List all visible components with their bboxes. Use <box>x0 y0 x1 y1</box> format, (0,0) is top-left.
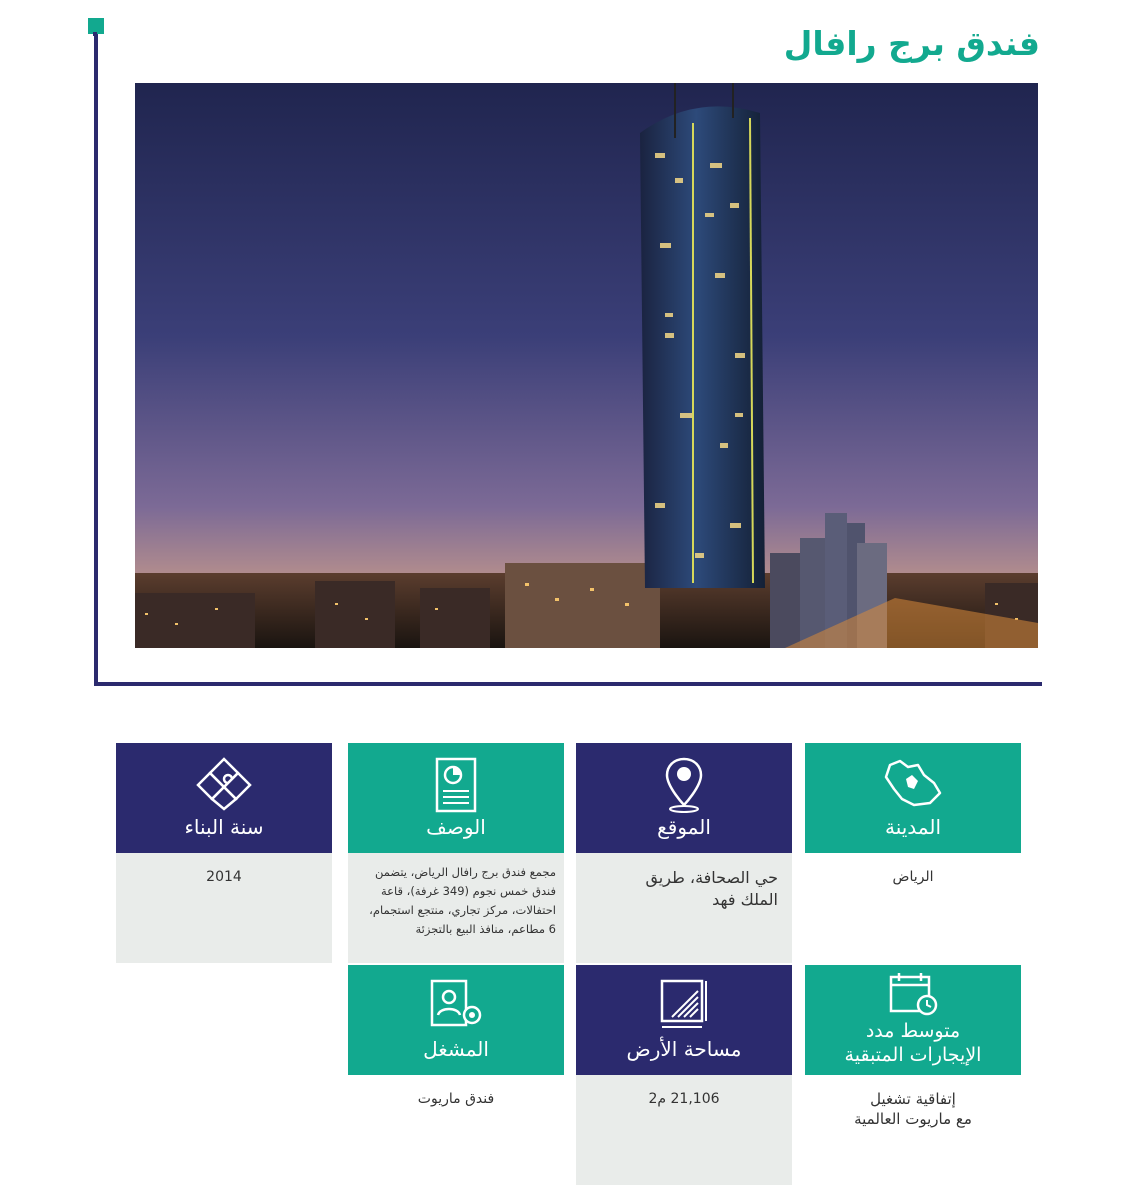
card-lease-value: إتفاقية تشغيل مع ماريوت العالمية <box>854 1090 972 1128</box>
card-operator-value: فندق ماريوت <box>417 1091 495 1107</box>
calendar-clock-icon <box>885 971 941 1017</box>
card-location-label: الموقع <box>657 815 711 839</box>
card-operator <box>348 965 564 1185</box>
card-description-value: مجمع فندق برج رافال الرياض، يتضمن فندق خمس نجوم (349 غرفة)، قاعة احتفالات، مركز تجاري، منتجع استجمام، 6 مطاعم، منافذ البيع بالتجزئة <box>369 865 556 936</box>
card-lease <box>805 965 1021 1185</box>
area-square-icon <box>658 977 710 1033</box>
saudi-map-icon <box>878 755 948 810</box>
card-lease-label-line2: الإيجارات المتبقية <box>844 1044 982 1066</box>
card-land-value: 21,106 م2 <box>648 1091 720 1107</box>
card-description <box>348 743 564 963</box>
card-city-value: الرياض <box>892 869 934 885</box>
page-title: فندق برج رافال <box>783 24 1040 63</box>
card-description-label: الوصف <box>426 815 486 839</box>
frame-bottom-line <box>94 682 1042 686</box>
puzzle-icon <box>194 755 254 811</box>
card-year <box>116 743 332 963</box>
frame-left-line <box>94 34 98 686</box>
card-location <box>576 743 792 963</box>
operator-profile-icon <box>428 977 484 1033</box>
card-year-value: 2014 <box>206 869 242 885</box>
card-city <box>805 743 1021 963</box>
card-city-label: المدينة <box>884 815 942 839</box>
card-location-value: حي الصحافة، طريق الملك فهد <box>645 868 778 909</box>
hero-photo <box>135 83 1038 648</box>
document-chart-icon <box>431 755 481 815</box>
card-lease-label-line1: متوسط مدد <box>865 1020 961 1042</box>
corner-square <box>88 18 104 34</box>
card-land <box>576 965 792 1185</box>
location-pin-icon <box>662 755 706 815</box>
card-land-label: مساحة الأرض <box>626 1037 742 1061</box>
card-year-label: سنة البناء <box>184 815 264 839</box>
card-lease-label <box>805 1019 1021 1067</box>
card-operator-label: المشغل <box>423 1037 489 1061</box>
